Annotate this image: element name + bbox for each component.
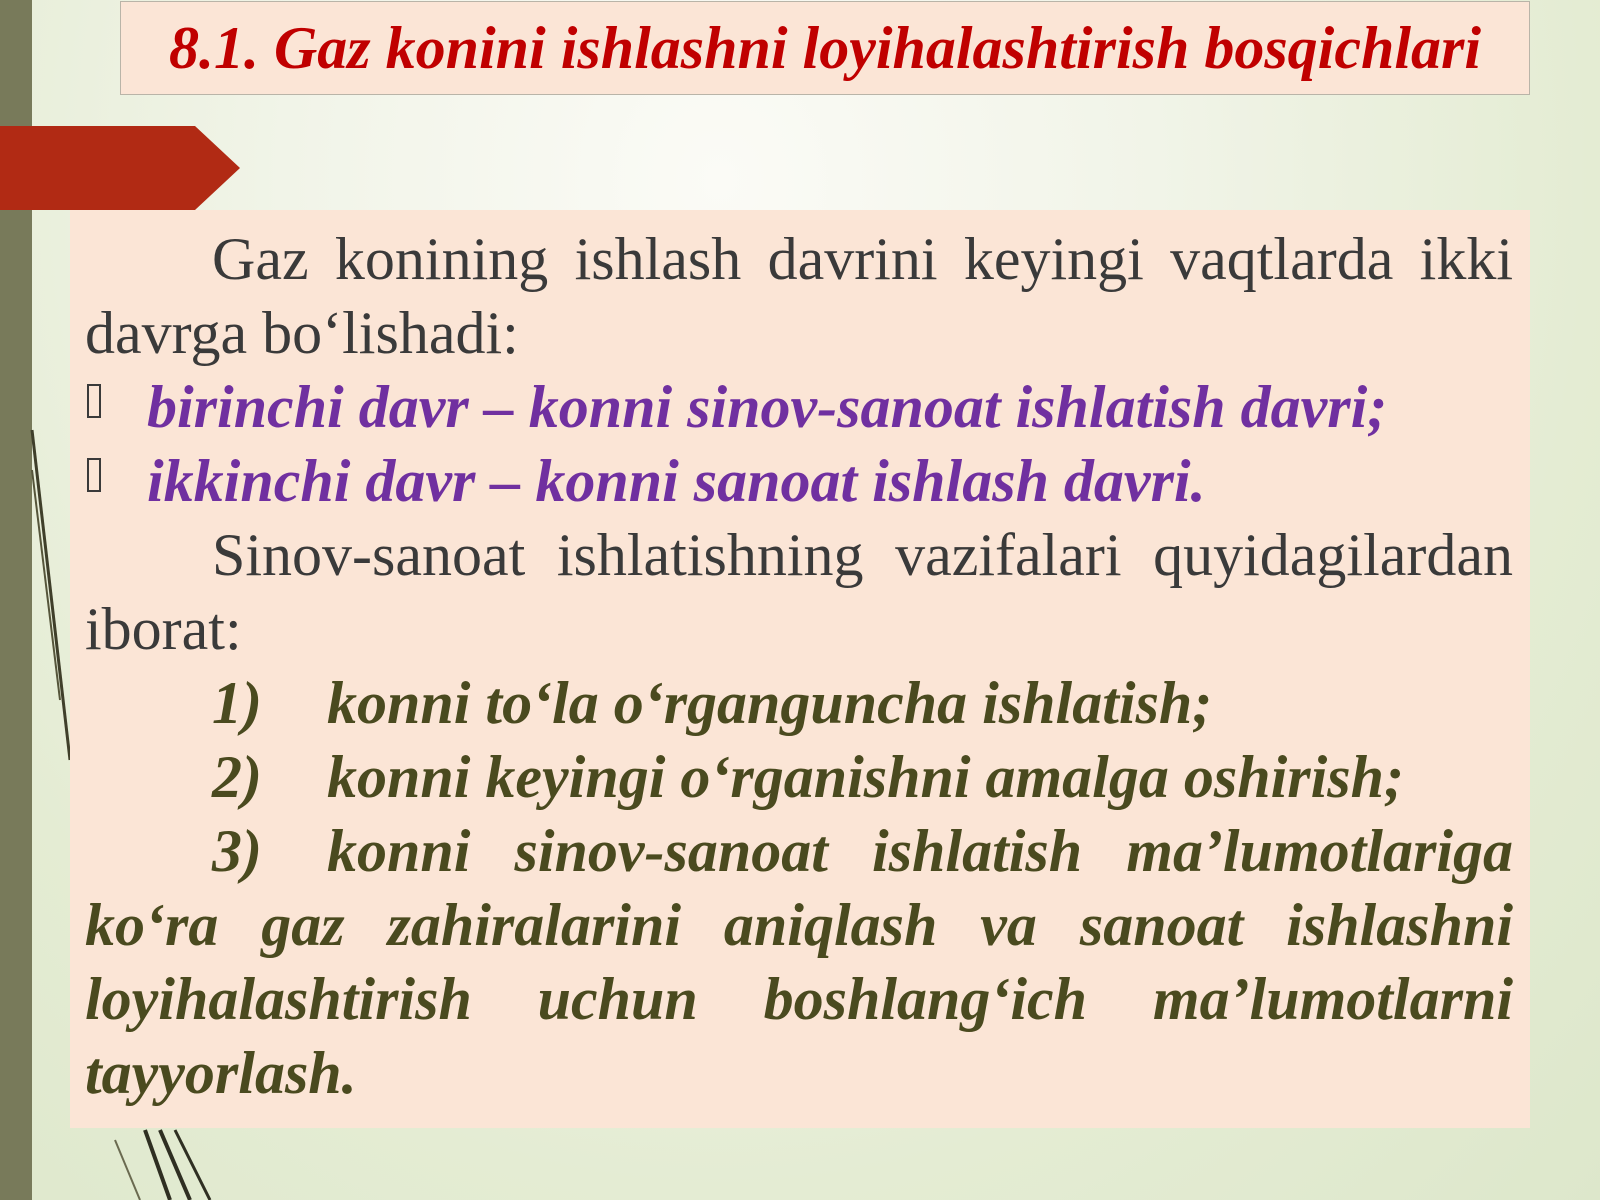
task-item <box>85 814 1513 1110</box>
bullet-text: birinchi davr – konni sinov-sanoat ishlatish davri; <box>147 374 1388 440</box>
bullet-item <box>85 444 1513 518</box>
bullet-text: ikkinchi davr – konni sanoat ishlash davri. <box>147 448 1206 514</box>
task-number: 3) <box>212 818 262 884</box>
tasks-intro-paragraph: Sinov-sanoat ishlatishning vazifalari quyidagilardan iborat: <box>85 522 1513 662</box>
task-item <box>85 740 1513 814</box>
title-box <box>120 1 1530 95</box>
task-number: 2) <box>212 744 262 810</box>
bullet-icon <box>87 384 101 418</box>
task-text: konni sinov-sanoat ishlatish ma’lumotlariga ko‘ra gaz zahiralarini aniqlash va sanoat ishlashni loyihalashtirish uchun boshlang‘ich ma’lumotlarni tayyorlash. <box>85 818 1513 1106</box>
task-item <box>85 666 1513 740</box>
task-number: 1) <box>212 670 262 736</box>
task-text: konni keyingi o‘rganishni amalga oshirish; <box>327 744 1404 810</box>
intro-paragraph: Gaz konining ishlash davrini keyingi vaqtlarda ikki davrga bo‘lishadi: <box>85 226 1513 366</box>
bullet-icon <box>87 458 101 492</box>
slide-content <box>85 222 1513 1110</box>
accent-arrow-tab <box>0 126 240 210</box>
slide-title: 8.1. Gaz konini ishlashni loyihalashtirish bosqichlari <box>168 14 1482 81</box>
bullet-item <box>85 370 1513 444</box>
task-text: konni to‘la o‘rganguncha ishlatish; <box>327 670 1213 736</box>
